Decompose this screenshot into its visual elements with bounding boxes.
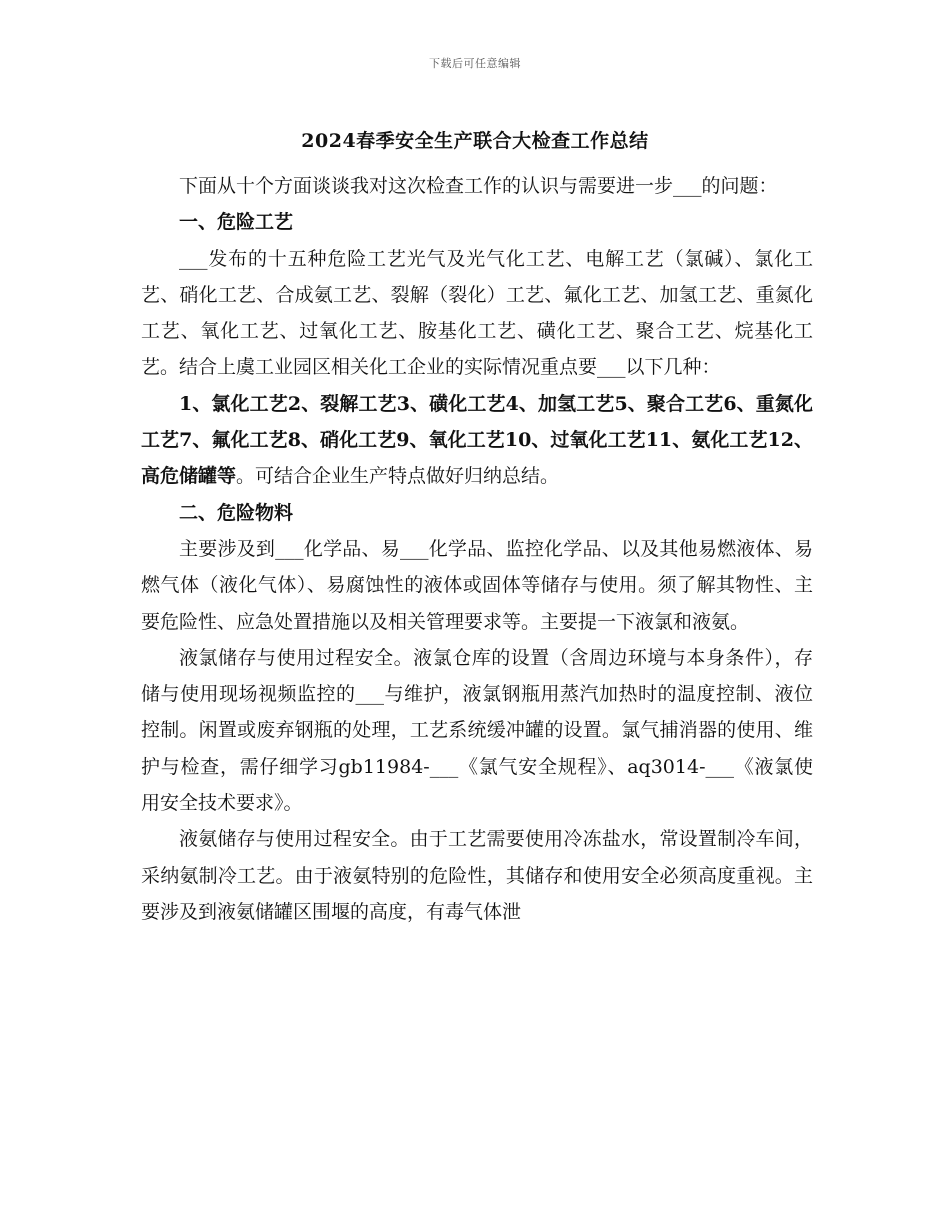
liquid-chlorine-paragraph: 液氯储存与使用过程安全。液氯仓库的设置（含周边环境与本身条件），存储与使用现场视频监控的___与维护，液氯钢瓶用蒸汽加热时的温度控制、液位控制。闲置或废弃钢瓶的处理，工艺系统缓冲罐的设置。氯气捕消器的使用、维护与检查，需仔细学习gb11984-___《氯气安全规程》、aq3014-___《液氯使用安全技术要求》。 [141, 646, 813, 815]
section-heading-hazardous-materials: 二、危险物料 [179, 501, 294, 524]
intro-paragraph: 下面从十个方面谈谈我对这次检查工作的认识与需要进一步___的问题： [179, 175, 778, 197]
hazardous-processes-paragraph: ___发布的十五种危险工艺光气及光气化工艺、电解工艺（氯碱）、氯化工艺、硝化工艺、合成氨工艺、裂解（裂化）工艺、氟化工艺、加氢工艺、重氮化工艺、氧化工艺、过氧化工艺、胺基化工艺、磺化工艺、聚合工艺、烷基化工艺。结合上虞工业园区相关化工企业的实际情况重点要___以下几种： [141, 247, 813, 379]
liquid-ammonia-paragraph: 液氨储存与使用过程安全。由于工艺需要使用冷冻盐水，常设置制冷车间，采纳氨制冷工艺。由于液氨特别的危险性，其储存和使用安全必须高度重视。主要涉及到液氨储罐区围堰的高度，有毒气体泄 [141, 828, 813, 923]
hazardous-materials-paragraph: 主要涉及到___化学品、易___化学品、监控化学品、以及其他易燃液体、易燃气体（液化气体）、易腐蚀性的液体或固体等储存与使用。须了解其物性、主要危险性、应急处置措施以及相关管理要求等。主要提一下液氯和液氨。 [141, 537, 813, 633]
key-processes-note: 。可结合企业生产特点做好归纳总结。 [236, 465, 560, 488]
page-header-note: 下载后可任意编辑 [429, 57, 521, 70]
document-body [141, 168, 813, 930]
key-processes-list: 1、氯化工艺2、裂解工艺3、磺化工艺4、加氢工艺5、聚合工艺6、重氮化工艺7、氟化工艺8、硝化工艺9、氧化工艺10、过氧化工艺11、氨化工艺12、高危储罐等 [141, 392, 813, 488]
section-heading-hazardous-processes: 一、危险工艺 [179, 211, 294, 234]
key-processes-paragraph [141, 386, 813, 495]
document-title: 2024春季安全生产联合大检查工作总结 [301, 130, 649, 152]
